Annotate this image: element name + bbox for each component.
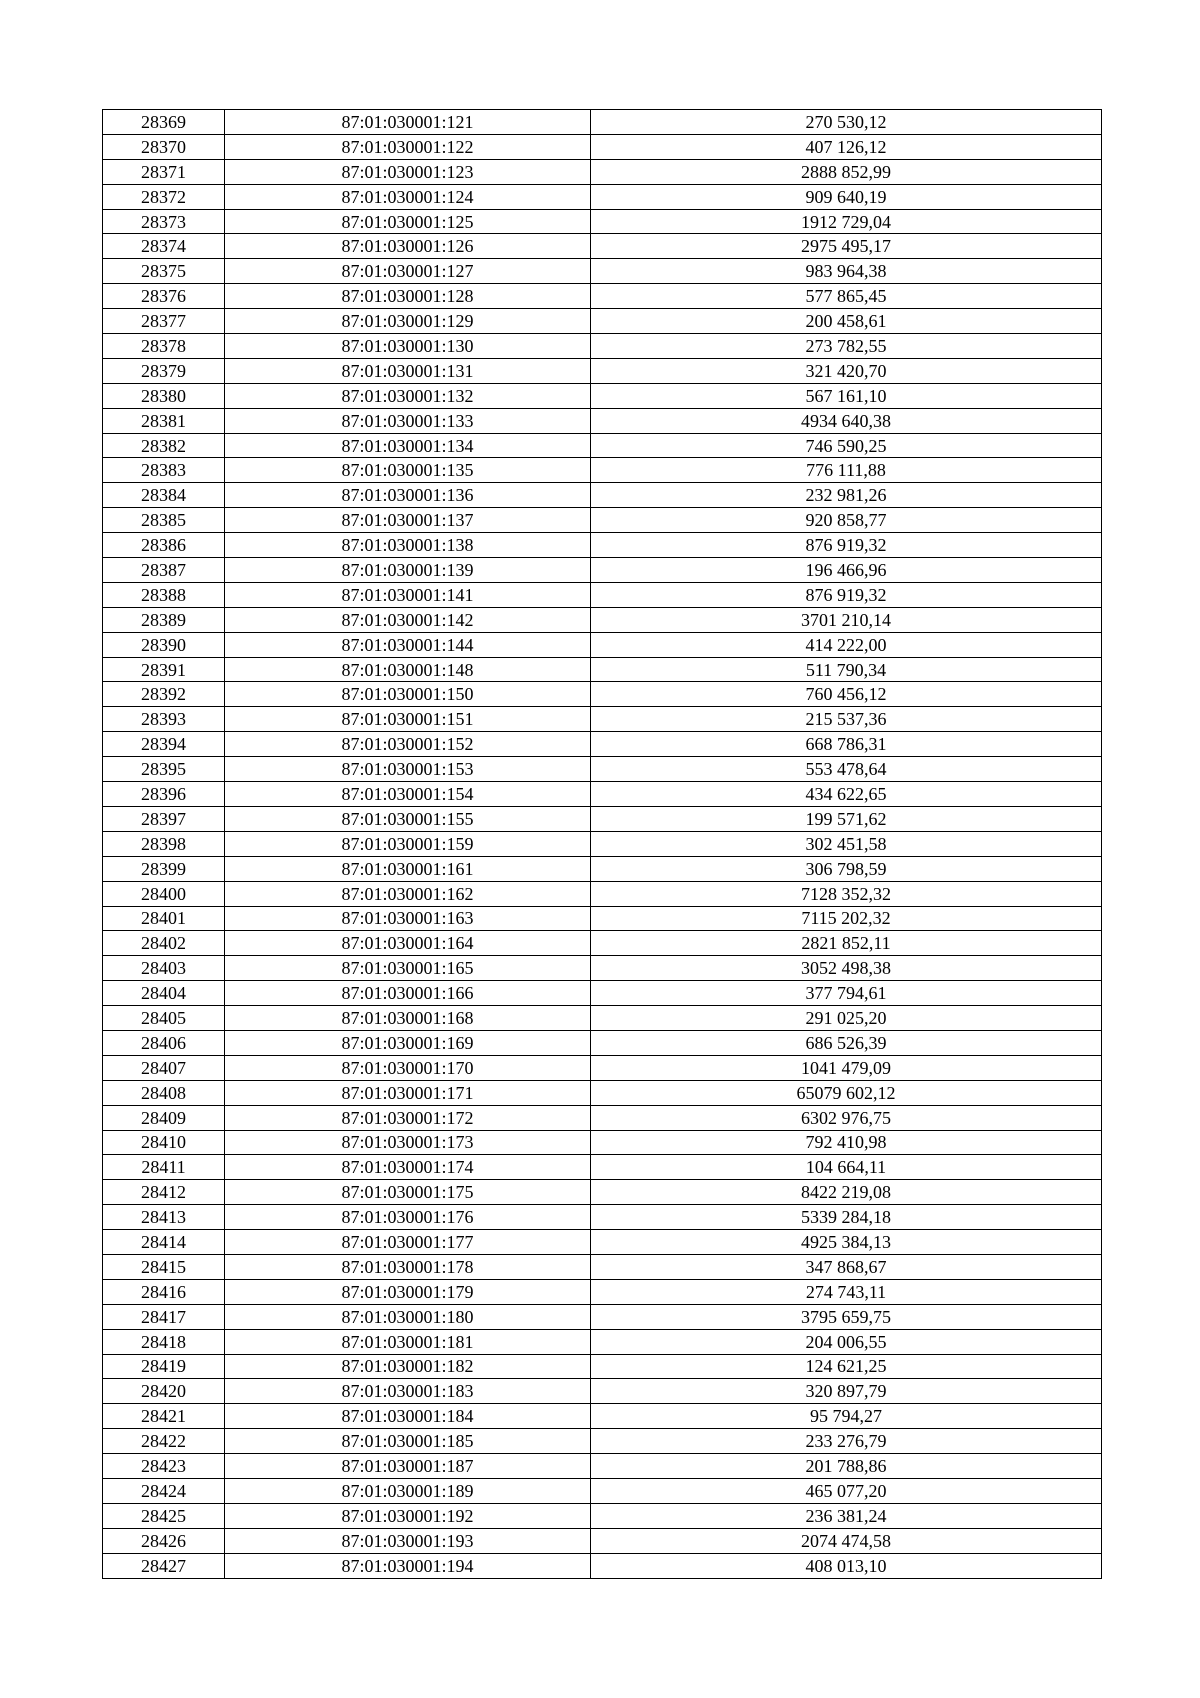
table-row (103, 881, 1102, 906)
cadastral-number-cell: 87:01:030001:166 (225, 981, 591, 1006)
cadastral-number-cell: 87:01:030001:170 (225, 1055, 591, 1080)
value-cell: 553 478,64 (591, 757, 1102, 782)
cadastral-number-cell: 87:01:030001:144 (225, 632, 591, 657)
table-row (103, 533, 1102, 558)
cadastral-number-cell: 87:01:030001:154 (225, 782, 591, 807)
row-number-cell: 28370 (103, 134, 225, 159)
cadastral-number-cell: 87:01:030001:151 (225, 707, 591, 732)
cadastral-number-cell: 87:01:030001:128 (225, 284, 591, 309)
cadastral-number-cell: 87:01:030001:137 (225, 508, 591, 533)
row-number-cell: 28381 (103, 408, 225, 433)
table-row (103, 607, 1102, 632)
cadastral-number-cell: 87:01:030001:192 (225, 1503, 591, 1528)
cadastral-number-cell: 87:01:030001:136 (225, 483, 591, 508)
row-number-cell: 28399 (103, 856, 225, 881)
value-cell: 274 743,11 (591, 1279, 1102, 1304)
table-row (103, 1454, 1102, 1479)
value-cell: 2888 852,99 (591, 159, 1102, 184)
row-number-cell: 28425 (103, 1503, 225, 1528)
table-row (103, 782, 1102, 807)
value-cell: 201 788,86 (591, 1454, 1102, 1479)
table-row (103, 1055, 1102, 1080)
row-number-cell: 28404 (103, 981, 225, 1006)
table-row (103, 981, 1102, 1006)
cadastral-number-cell: 87:01:030001:187 (225, 1454, 591, 1479)
value-cell: 2975 495,17 (591, 234, 1102, 259)
value-cell: 876 919,32 (591, 533, 1102, 558)
cadastral-number-cell: 87:01:030001:168 (225, 1006, 591, 1031)
table-row (103, 234, 1102, 259)
row-number-cell: 28422 (103, 1429, 225, 1454)
table-row (103, 1205, 1102, 1230)
cadastral-number-cell: 87:01:030001:176 (225, 1205, 591, 1230)
cadastral-number-cell: 87:01:030001:182 (225, 1354, 591, 1379)
row-number-cell: 28378 (103, 334, 225, 359)
row-number-cell: 28398 (103, 831, 225, 856)
row-number-cell: 28392 (103, 682, 225, 707)
cadastral-number-cell: 87:01:030001:189 (225, 1478, 591, 1503)
value-cell: 104 664,11 (591, 1155, 1102, 1180)
table-row (103, 1528, 1102, 1553)
value-cell: 95 794,27 (591, 1404, 1102, 1429)
row-number-cell: 28405 (103, 1006, 225, 1031)
value-cell: 909 640,19 (591, 184, 1102, 209)
value-cell: 3052 498,38 (591, 956, 1102, 981)
table-row (103, 1130, 1102, 1155)
value-cell: 1912 729,04 (591, 209, 1102, 234)
value-cell: 760 456,12 (591, 682, 1102, 707)
value-cell: 377 794,61 (591, 981, 1102, 1006)
row-number-cell: 28394 (103, 732, 225, 757)
row-number-cell: 28406 (103, 1030, 225, 1055)
row-number-cell: 28423 (103, 1454, 225, 1479)
row-number-cell: 28427 (103, 1553, 225, 1578)
table-row (103, 1553, 1102, 1578)
cadastral-number-cell: 87:01:030001:127 (225, 259, 591, 284)
value-cell: 8422 219,08 (591, 1180, 1102, 1205)
table-row (103, 334, 1102, 359)
cadastral-number-cell: 87:01:030001:161 (225, 856, 591, 881)
row-number-cell: 28420 (103, 1379, 225, 1404)
cadastral-number-cell: 87:01:030001:194 (225, 1553, 591, 1578)
cadastral-number-cell: 87:01:030001:123 (225, 159, 591, 184)
table-row (103, 906, 1102, 931)
table-row (103, 757, 1102, 782)
row-number-cell: 28414 (103, 1230, 225, 1255)
table-row (103, 1354, 1102, 1379)
row-number-cell: 28389 (103, 607, 225, 632)
cadastral-number-cell: 87:01:030001:175 (225, 1180, 591, 1205)
row-number-cell: 28400 (103, 881, 225, 906)
cadastral-number-cell: 87:01:030001:183 (225, 1379, 591, 1404)
row-number-cell: 28426 (103, 1528, 225, 1553)
row-number-cell: 28385 (103, 508, 225, 533)
row-number-cell: 28376 (103, 284, 225, 309)
row-number-cell: 28390 (103, 632, 225, 657)
value-cell: 5339 284,18 (591, 1205, 1102, 1230)
cadastral-number-cell: 87:01:030001:177 (225, 1230, 591, 1255)
table-row (103, 682, 1102, 707)
table-row (103, 1429, 1102, 1454)
row-number-cell: 28371 (103, 159, 225, 184)
cadastral-number-cell: 87:01:030001:126 (225, 234, 591, 259)
value-cell: 1041 479,09 (591, 1055, 1102, 1080)
value-cell: 321 420,70 (591, 358, 1102, 383)
row-number-cell: 28372 (103, 184, 225, 209)
table-body (103, 110, 1102, 1579)
table-row (103, 1279, 1102, 1304)
value-cell: 65079 602,12 (591, 1080, 1102, 1105)
table-row (103, 707, 1102, 732)
row-number-cell: 28412 (103, 1180, 225, 1205)
value-cell: 215 537,36 (591, 707, 1102, 732)
table-row (103, 358, 1102, 383)
value-cell: 320 897,79 (591, 1379, 1102, 1404)
cadastral-number-cell: 87:01:030001:163 (225, 906, 591, 931)
table-row (103, 408, 1102, 433)
value-cell: 3795 659,75 (591, 1304, 1102, 1329)
table-row (103, 259, 1102, 284)
cadastral-number-cell: 87:01:030001:181 (225, 1329, 591, 1354)
table-row (103, 1503, 1102, 1528)
value-cell: 196 466,96 (591, 558, 1102, 583)
row-number-cell: 28384 (103, 483, 225, 508)
value-cell: 3701 210,14 (591, 607, 1102, 632)
value-cell: 199 571,62 (591, 806, 1102, 831)
row-number-cell: 28391 (103, 657, 225, 682)
table-row (103, 309, 1102, 334)
row-number-cell: 28410 (103, 1130, 225, 1155)
cadastral-number-cell: 87:01:030001:132 (225, 383, 591, 408)
row-number-cell: 28383 (103, 458, 225, 483)
value-cell: 204 006,55 (591, 1329, 1102, 1354)
table-row (103, 582, 1102, 607)
cadastral-number-cell: 87:01:030001:180 (225, 1304, 591, 1329)
row-number-cell: 28369 (103, 110, 225, 135)
table-row (103, 458, 1102, 483)
cadastral-number-cell: 87:01:030001:162 (225, 881, 591, 906)
value-cell: 920 858,77 (591, 508, 1102, 533)
row-number-cell: 28401 (103, 906, 225, 931)
cadastral-number-cell: 87:01:030001:173 (225, 1130, 591, 1155)
cadastral-number-cell: 87:01:030001:159 (225, 831, 591, 856)
row-number-cell: 28393 (103, 707, 225, 732)
row-number-cell: 28375 (103, 259, 225, 284)
value-cell: 302 451,58 (591, 831, 1102, 856)
row-number-cell: 28380 (103, 383, 225, 408)
cadastral-number-cell: 87:01:030001:135 (225, 458, 591, 483)
value-cell: 746 590,25 (591, 433, 1102, 458)
row-number-cell: 28382 (103, 433, 225, 458)
table-row (103, 1030, 1102, 1055)
cadastral-number-cell: 87:01:030001:142 (225, 607, 591, 632)
value-cell: 414 222,00 (591, 632, 1102, 657)
value-cell: 270 530,12 (591, 110, 1102, 135)
value-cell: 876 919,32 (591, 582, 1102, 607)
row-number-cell: 28374 (103, 234, 225, 259)
table-row (103, 1080, 1102, 1105)
cadastral-number-cell: 87:01:030001:153 (225, 757, 591, 782)
cadastral-number-cell: 87:01:030001:152 (225, 732, 591, 757)
row-number-cell: 28419 (103, 1354, 225, 1379)
value-cell: 273 782,55 (591, 334, 1102, 359)
cadastral-number-cell: 87:01:030001:130 (225, 334, 591, 359)
table-row (103, 856, 1102, 881)
value-cell: 407 126,12 (591, 134, 1102, 159)
row-number-cell: 28402 (103, 931, 225, 956)
value-cell: 7115 202,32 (591, 906, 1102, 931)
table-row (103, 159, 1102, 184)
value-cell: 347 868,67 (591, 1254, 1102, 1279)
value-cell: 465 077,20 (591, 1478, 1102, 1503)
table-row (103, 1404, 1102, 1429)
value-cell: 511 790,34 (591, 657, 1102, 682)
value-cell: 408 013,10 (591, 1553, 1102, 1578)
row-number-cell: 28396 (103, 782, 225, 807)
row-number-cell: 28424 (103, 1478, 225, 1503)
cadastral-number-cell: 87:01:030001:133 (225, 408, 591, 433)
row-number-cell: 28377 (103, 309, 225, 334)
table-row (103, 1180, 1102, 1205)
cadastral-number-cell: 87:01:030001:139 (225, 558, 591, 583)
value-cell: 2074 474,58 (591, 1528, 1102, 1553)
table-row (103, 284, 1102, 309)
value-cell: 668 786,31 (591, 732, 1102, 757)
table-row (103, 209, 1102, 234)
value-cell: 232 981,26 (591, 483, 1102, 508)
value-cell: 792 410,98 (591, 1130, 1102, 1155)
cadastral-number-cell: 87:01:030001:179 (225, 1279, 591, 1304)
table-row (103, 1379, 1102, 1404)
value-cell: 6302 976,75 (591, 1105, 1102, 1130)
row-number-cell: 28413 (103, 1205, 225, 1230)
row-number-cell: 28388 (103, 582, 225, 607)
table-row (103, 433, 1102, 458)
row-number-cell: 28395 (103, 757, 225, 782)
row-number-cell: 28403 (103, 956, 225, 981)
value-cell: 124 621,25 (591, 1354, 1102, 1379)
cadastral-number-cell: 87:01:030001:171 (225, 1080, 591, 1105)
cadastral-number-cell: 87:01:030001:150 (225, 682, 591, 707)
value-cell: 291 025,20 (591, 1006, 1102, 1031)
row-number-cell: 28386 (103, 533, 225, 558)
row-number-cell: 28397 (103, 806, 225, 831)
value-cell: 983 964,38 (591, 259, 1102, 284)
table-row (103, 508, 1102, 533)
table-row (103, 184, 1102, 209)
row-number-cell: 28379 (103, 358, 225, 383)
cadastral-number-cell: 87:01:030001:164 (225, 931, 591, 956)
cadastral-number-cell: 87:01:030001:122 (225, 134, 591, 159)
table-row (103, 1254, 1102, 1279)
table-row (103, 956, 1102, 981)
row-number-cell: 28387 (103, 558, 225, 583)
data-table (102, 109, 1102, 1579)
row-number-cell: 28417 (103, 1304, 225, 1329)
row-number-cell: 28416 (103, 1279, 225, 1304)
cadastral-number-cell: 87:01:030001:141 (225, 582, 591, 607)
row-number-cell: 28411 (103, 1155, 225, 1180)
cadastral-number-cell: 87:01:030001:174 (225, 1155, 591, 1180)
value-cell: 4925 384,13 (591, 1230, 1102, 1255)
cadastral-number-cell: 87:01:030001:184 (225, 1404, 591, 1429)
cadastral-number-cell: 87:01:030001:155 (225, 806, 591, 831)
value-cell: 4934 640,38 (591, 408, 1102, 433)
value-cell: 7128 352,32 (591, 881, 1102, 906)
cadastral-number-cell: 87:01:030001:125 (225, 209, 591, 234)
value-cell: 567 161,10 (591, 383, 1102, 408)
row-number-cell: 28415 (103, 1254, 225, 1279)
table-row (103, 1105, 1102, 1130)
value-cell: 236 381,24 (591, 1503, 1102, 1528)
cadastral-number-cell: 87:01:030001:169 (225, 1030, 591, 1055)
value-cell: 686 526,39 (591, 1030, 1102, 1055)
table-row (103, 806, 1102, 831)
table-row (103, 483, 1102, 508)
cadastral-number-cell: 87:01:030001:121 (225, 110, 591, 135)
table-row (103, 1230, 1102, 1255)
table-row (103, 831, 1102, 856)
row-number-cell: 28421 (103, 1404, 225, 1429)
cadastral-number-cell: 87:01:030001:165 (225, 956, 591, 981)
table-row (103, 1329, 1102, 1354)
table-row (103, 1006, 1102, 1031)
value-cell: 434 622,65 (591, 782, 1102, 807)
table-row (103, 657, 1102, 682)
table-row (103, 134, 1102, 159)
cadastral-number-cell: 87:01:030001:138 (225, 533, 591, 558)
value-cell: 2821 852,11 (591, 931, 1102, 956)
cadastral-number-cell: 87:01:030001:129 (225, 309, 591, 334)
table-row (103, 1304, 1102, 1329)
cadastral-number-cell: 87:01:030001:131 (225, 358, 591, 383)
table-row (103, 558, 1102, 583)
row-number-cell: 28373 (103, 209, 225, 234)
row-number-cell: 28408 (103, 1080, 225, 1105)
cadastral-number-cell: 87:01:030001:124 (225, 184, 591, 209)
cadastral-number-cell: 87:01:030001:148 (225, 657, 591, 682)
row-number-cell: 28409 (103, 1105, 225, 1130)
table-row (103, 110, 1102, 135)
table-row (103, 1478, 1102, 1503)
row-number-cell: 28418 (103, 1329, 225, 1354)
cadastral-number-cell: 87:01:030001:185 (225, 1429, 591, 1454)
cadastral-number-cell: 87:01:030001:178 (225, 1254, 591, 1279)
value-cell: 306 798,59 (591, 856, 1102, 881)
table-row (103, 632, 1102, 657)
row-number-cell: 28407 (103, 1055, 225, 1080)
cadastral-number-cell: 87:01:030001:134 (225, 433, 591, 458)
value-cell: 776 111,88 (591, 458, 1102, 483)
table-row (103, 931, 1102, 956)
cadastral-number-cell: 87:01:030001:193 (225, 1528, 591, 1553)
value-cell: 200 458,61 (591, 309, 1102, 334)
table-row (103, 732, 1102, 757)
cadastral-number-cell: 87:01:030001:172 (225, 1105, 591, 1130)
value-cell: 577 865,45 (591, 284, 1102, 309)
value-cell: 233 276,79 (591, 1429, 1102, 1454)
table-row (103, 383, 1102, 408)
table-row (103, 1155, 1102, 1180)
